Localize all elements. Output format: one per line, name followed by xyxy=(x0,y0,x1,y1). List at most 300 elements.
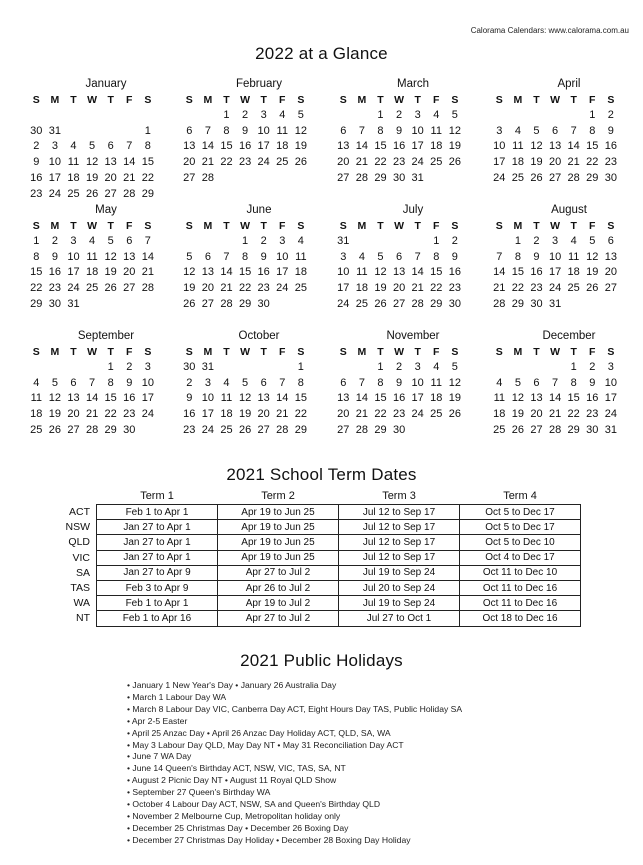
day-cell: 30 xyxy=(530,298,543,311)
weekday-header: T xyxy=(414,93,421,106)
day-cell: 3 xyxy=(260,108,267,121)
month-name: May xyxy=(95,204,117,216)
term-date-cell: Apr 19 to Jun 25 xyxy=(218,505,339,520)
term-date-cell: Jan 27 to Apr 9 xyxy=(97,565,218,580)
day-cell: 1 xyxy=(223,108,230,121)
day-cell: 18 xyxy=(85,266,99,279)
weekday-header: M xyxy=(513,345,523,358)
day-cell: 24 xyxy=(604,408,617,421)
day-cell: 15 xyxy=(238,266,252,279)
day-cell xyxy=(371,233,390,249)
day-cell: 7 xyxy=(144,234,151,247)
day-cell: 10 xyxy=(67,250,80,263)
weekday-header: F xyxy=(279,93,286,106)
term-date-cell: Jul 12 to Sep 17 xyxy=(339,535,460,550)
weekday-header: S xyxy=(144,219,152,232)
weekday-header: S xyxy=(185,93,193,106)
weekday-header: F xyxy=(279,219,286,232)
weekday-header: F xyxy=(589,345,596,358)
day-cell xyxy=(101,438,120,454)
day-cell: 10 xyxy=(493,140,506,153)
day-cell: 17 xyxy=(411,392,424,405)
day-cell xyxy=(101,312,120,328)
day-cell xyxy=(83,312,102,328)
day-cell: 30 xyxy=(586,424,599,437)
day-cell: 28 xyxy=(141,282,154,295)
day-cell xyxy=(408,312,427,328)
day-cell: 10 xyxy=(411,376,424,389)
day-cell xyxy=(527,438,546,454)
day-cell: 24 xyxy=(67,282,80,295)
day-cell: 6 xyxy=(107,140,114,153)
day-cell: 26 xyxy=(530,172,543,185)
day-cell: 17 xyxy=(67,266,80,279)
day-cell xyxy=(427,312,446,328)
day-cell: 9 xyxy=(33,156,40,169)
day-cell: 9 xyxy=(126,376,133,389)
weekday-header: S xyxy=(144,345,152,358)
day-cell: 2 xyxy=(607,108,614,121)
day-cell: 28 xyxy=(220,298,233,311)
day-cell: 16 xyxy=(257,266,270,279)
table-row xyxy=(58,565,581,580)
day-cell xyxy=(509,186,528,202)
day-cell xyxy=(353,359,372,375)
day-cell: 5 xyxy=(589,234,596,247)
day-cell: 1 xyxy=(297,360,304,373)
day-cell: 10 xyxy=(548,250,562,263)
day-cell: 25 xyxy=(30,424,43,437)
terms-header-row xyxy=(58,488,581,505)
day-cell: 8 xyxy=(144,140,151,153)
term-date-cell: Feb 3 to Apr 9 xyxy=(97,580,218,595)
term-header: Term 4 xyxy=(503,490,537,502)
day-cell: 21 xyxy=(567,156,580,169)
month-name: August xyxy=(551,204,587,216)
day-cell: 4 xyxy=(33,376,40,389)
weekday-header: W xyxy=(87,93,98,106)
day-cell xyxy=(509,438,528,454)
day-cell xyxy=(120,123,139,139)
day-cell: 8 xyxy=(433,250,440,263)
day-cell: 13 xyxy=(257,392,270,405)
day-cell: 23 xyxy=(392,156,406,169)
day-cell: 1 xyxy=(377,360,384,373)
day-cell: 24 xyxy=(201,424,215,437)
day-cell xyxy=(546,359,565,375)
day-cell xyxy=(139,296,158,312)
term-date-cell: Apr 27 to Jul 2 xyxy=(218,565,339,580)
day-cell: 21 xyxy=(123,172,136,185)
day-cell: 7 xyxy=(570,124,577,137)
day-cell: 24 xyxy=(493,172,506,185)
day-cell: 25 xyxy=(493,424,506,437)
weekday-header: S xyxy=(495,93,503,106)
day-cell: 1 xyxy=(570,360,577,373)
day-cell xyxy=(427,186,446,202)
day-cell xyxy=(490,312,509,328)
day-cell: 5 xyxy=(451,108,458,121)
month-block xyxy=(27,330,167,454)
day-cell: 29 xyxy=(374,172,387,185)
day-cell: 11 xyxy=(356,266,368,279)
day-cell: 1 xyxy=(377,108,384,121)
weekday-header: W xyxy=(87,219,98,232)
state-label: QLD xyxy=(68,536,90,549)
day-cell: 22 xyxy=(567,408,580,421)
day-cell: 9 xyxy=(186,392,193,405)
day-cell xyxy=(353,186,372,202)
day-cell: 3 xyxy=(340,250,347,263)
day-cell: 16 xyxy=(183,408,196,421)
day-cell: 18 xyxy=(294,266,307,279)
day-cell xyxy=(334,438,353,454)
day-cell xyxy=(292,170,311,186)
day-cell: 14 xyxy=(411,266,424,279)
month-block xyxy=(180,330,320,454)
weekday-header: S xyxy=(185,219,193,232)
month-block xyxy=(27,78,167,202)
day-cell: 26 xyxy=(511,424,525,437)
day-cell xyxy=(254,438,273,454)
day-cell: 4 xyxy=(70,140,77,153)
weekday-header: W xyxy=(240,93,251,106)
day-cell: 19 xyxy=(85,172,99,185)
day-cell: 13 xyxy=(201,266,215,279)
day-cell: 8 xyxy=(589,124,596,137)
day-cell: 4 xyxy=(89,234,96,247)
terms-title: 2021 School Term Dates xyxy=(226,465,417,484)
holiday-item: • December 27 Christmas Day Holiday • December 28 Boxing Day Holiday xyxy=(127,834,411,845)
day-cell: 16 xyxy=(123,392,136,405)
term-date-cell: Jul 12 to Sep 17 xyxy=(339,505,460,520)
day-cell: 28 xyxy=(355,172,369,185)
day-cell: 12 xyxy=(294,124,307,137)
day-cell: 20 xyxy=(104,172,117,185)
day-cell: 6 xyxy=(552,124,559,137)
day-cell xyxy=(527,186,546,202)
day-cell: 2 xyxy=(451,234,458,247)
weekday-header: T xyxy=(107,93,114,106)
day-cell: 8 xyxy=(223,124,230,137)
day-cell: 3 xyxy=(70,234,77,247)
day-cell xyxy=(408,422,427,438)
day-cell: 15 xyxy=(374,392,387,405)
day-cell xyxy=(83,438,102,454)
day-cell xyxy=(273,186,292,202)
day-cell: 7 xyxy=(358,376,365,389)
day-cell: 22 xyxy=(141,172,154,185)
day-cell: 19 xyxy=(374,282,387,295)
term-date-cell: Jul 27 to Oct 1 xyxy=(339,611,460,626)
day-cell: 17 xyxy=(257,140,270,153)
day-cell xyxy=(292,186,311,202)
day-cell: 3 xyxy=(414,360,421,373)
weekday-header: T xyxy=(533,219,540,232)
day-cell: 14 xyxy=(548,392,562,405)
day-cell: 6 xyxy=(340,124,347,137)
day-cell: 1 xyxy=(514,234,521,247)
weekday-header: S xyxy=(451,219,459,232)
day-cell xyxy=(490,359,509,375)
day-cell: 5 xyxy=(297,108,304,121)
day-cell xyxy=(273,438,292,454)
day-cell xyxy=(139,422,158,438)
day-cell: 10 xyxy=(411,124,424,137)
day-cell: 1 xyxy=(589,108,596,121)
day-cell: 5 xyxy=(89,140,96,153)
day-cell: 31 xyxy=(548,298,562,311)
day-cell: 26 xyxy=(374,298,387,311)
day-cell: 28 xyxy=(355,424,369,437)
day-cell: 26 xyxy=(48,424,62,437)
day-cell: 31 xyxy=(67,298,80,311)
day-cell: 26 xyxy=(85,187,99,200)
day-cell: 23 xyxy=(530,282,543,295)
day-cell xyxy=(602,296,621,312)
weekday-header: S xyxy=(451,345,459,358)
day-cell: 2 xyxy=(242,108,249,121)
day-cell xyxy=(101,123,120,139)
day-cell: 23 xyxy=(448,282,461,295)
day-cell: 28 xyxy=(548,424,562,437)
day-cell: 2 xyxy=(533,234,540,247)
day-cell xyxy=(199,438,218,454)
term-date-cell: Oct 11 to Dec 10 xyxy=(460,565,581,580)
day-cell: 27 xyxy=(337,424,350,437)
day-cell: 30 xyxy=(30,124,43,137)
weekday-header: M xyxy=(203,345,213,358)
day-cell: 18 xyxy=(430,392,443,405)
day-cell: 30 xyxy=(183,360,196,373)
weekday-header: T xyxy=(70,93,77,106)
day-cell: 11 xyxy=(512,140,524,153)
weekday-header: W xyxy=(394,93,405,106)
day-cell: 13 xyxy=(337,140,350,153)
day-cell: 6 xyxy=(533,376,540,389)
weekday-header: M xyxy=(513,219,523,232)
month-name: November xyxy=(386,330,440,342)
term-date-cell: Jan 27 to Apr 1 xyxy=(97,520,218,535)
day-cell: 17 xyxy=(548,266,562,279)
holiday-item: • August 2 Picnic Day NT • August 11 Royal QLD Show xyxy=(127,775,337,786)
day-cell: 1 xyxy=(33,234,40,247)
day-cell: 22 xyxy=(220,156,233,169)
day-cell: 9 xyxy=(589,376,596,389)
day-cell: 13 xyxy=(604,250,617,263)
weekday-header: S xyxy=(495,219,503,232)
day-cell: 12 xyxy=(448,124,461,137)
day-cell xyxy=(564,186,583,202)
day-cell: 12 xyxy=(530,140,543,153)
month-name: September xyxy=(77,330,135,342)
day-cell: 14 xyxy=(493,266,506,279)
day-cell: 27 xyxy=(337,172,350,185)
day-cell: 7 xyxy=(552,376,559,389)
weekday-header: W xyxy=(550,345,561,358)
day-cell: 12 xyxy=(85,156,99,169)
day-cell xyxy=(236,186,255,202)
day-cell: 11 xyxy=(220,392,233,405)
term-date-cell: Oct 5 to Dec 10 xyxy=(460,535,581,550)
term-date-cell: Jul 12 to Sep 17 xyxy=(339,550,460,565)
month-name: March xyxy=(397,78,429,90)
day-cell: 23 xyxy=(48,282,62,295)
day-cell: 10 xyxy=(257,124,270,137)
day-cell: 5 xyxy=(186,250,193,263)
day-cell: 8 xyxy=(297,376,304,389)
day-cell: 20 xyxy=(604,266,617,279)
day-cell: 15 xyxy=(567,392,580,405)
day-cell: 22 xyxy=(104,408,117,421)
day-cell: 26 xyxy=(448,408,461,421)
weekday-header: M xyxy=(513,93,523,106)
table-row xyxy=(58,535,581,550)
day-cell xyxy=(83,359,102,375)
day-cell: 17 xyxy=(48,172,62,185)
day-cell: 30 xyxy=(448,298,461,311)
state-label: ACT xyxy=(69,506,90,519)
day-cell: 7 xyxy=(358,124,365,137)
term-date-cell: Apr 19 to Jun 25 xyxy=(218,520,339,535)
day-cell: 20 xyxy=(123,266,136,279)
day-cell: 19 xyxy=(48,408,62,421)
day-cell: 25 xyxy=(85,282,99,295)
day-cell xyxy=(273,296,292,312)
day-cell: 23 xyxy=(257,282,270,295)
day-cell xyxy=(64,312,83,328)
month-block xyxy=(490,78,630,202)
page-title: 2022 at a Glance xyxy=(255,44,388,63)
day-cell: 6 xyxy=(204,250,211,263)
school-terms-table xyxy=(58,488,581,627)
day-cell: 8 xyxy=(377,376,384,389)
day-cell: 17 xyxy=(337,282,350,295)
day-cell: 19 xyxy=(511,408,525,421)
day-cell xyxy=(217,312,236,328)
weekday-header: T xyxy=(570,219,577,232)
holiday-item: • May 3 Labour Day QLD, May Day NT • May 31 Reconciliation Day ACT xyxy=(127,739,404,750)
table-row xyxy=(58,596,581,611)
weekday-header: W xyxy=(240,219,251,232)
day-cell xyxy=(236,438,255,454)
state-label: TAS xyxy=(70,582,90,595)
day-cell xyxy=(353,312,372,328)
day-cell: 27 xyxy=(104,187,117,200)
weekday-header: T xyxy=(107,345,114,358)
day-cell xyxy=(527,107,546,123)
day-cell: 12 xyxy=(511,392,525,405)
day-cell xyxy=(254,359,273,375)
day-cell: 7 xyxy=(414,250,421,263)
day-cell: 11 xyxy=(295,250,307,263)
day-cell: 17 xyxy=(604,392,617,405)
term-date-cell: Oct 11 to Dec 16 xyxy=(460,580,581,595)
day-cell: 5 xyxy=(514,376,521,389)
day-cell: 18 xyxy=(276,140,289,153)
day-cell: 17 xyxy=(141,392,154,405)
day-cell xyxy=(254,186,273,202)
month-name: June xyxy=(246,204,272,216)
day-cell: 27 xyxy=(530,424,543,437)
day-cell: 6 xyxy=(126,234,133,247)
day-cell xyxy=(273,170,292,186)
day-cell: 23 xyxy=(604,156,617,169)
day-cell xyxy=(46,438,65,454)
weekday-header: M xyxy=(357,219,367,232)
day-cell: 20 xyxy=(67,408,80,421)
credit-text: Calorama Calendars: www.calorama.com.au xyxy=(470,26,629,35)
term-date-cell: Jul 19 to Sep 24 xyxy=(339,565,460,580)
day-cell: 19 xyxy=(448,140,461,153)
weekday-header: W xyxy=(394,345,405,358)
holiday-item: • April 25 Anzac Day • April 26 Anzac Day Holiday ACT, QLD, SA, WA xyxy=(127,727,391,738)
day-cell: 6 xyxy=(607,234,614,247)
day-cell: 23 xyxy=(123,408,136,421)
day-cell: 19 xyxy=(183,282,196,295)
weekday-header: T xyxy=(570,345,577,358)
day-cell: 21 xyxy=(355,156,369,169)
day-cell xyxy=(546,107,565,123)
day-cell: 27 xyxy=(201,298,215,311)
weekday-header: W xyxy=(550,219,561,232)
term-date-cell: Apr 27 to Jul 2 xyxy=(218,611,339,626)
day-cell: 16 xyxy=(238,140,252,153)
weekday-header: S xyxy=(451,93,459,106)
day-cell xyxy=(83,107,102,123)
day-cell: 3 xyxy=(414,108,421,121)
day-cell: 5 xyxy=(377,250,384,263)
day-cell: 27 xyxy=(548,172,562,185)
day-cell: 4 xyxy=(433,360,440,373)
table-row xyxy=(58,505,581,520)
weekday-header: S xyxy=(297,219,305,232)
holiday-item: • June 14 Queen's Birthday ACT, NSW, VIC, TAS, SA, NT xyxy=(127,763,346,774)
weekday-header: S xyxy=(607,93,615,106)
day-cell: 29 xyxy=(586,172,599,185)
day-cell: 22 xyxy=(586,156,599,169)
day-cell: 20 xyxy=(183,156,196,169)
day-cell: 27 xyxy=(123,282,136,295)
day-cell: 15 xyxy=(104,392,117,405)
day-cell xyxy=(353,233,372,249)
state-label: SA xyxy=(75,566,90,579)
day-cell: 27 xyxy=(67,424,80,437)
day-cell: 8 xyxy=(33,250,40,263)
day-cell: 8 xyxy=(514,250,521,263)
day-cell xyxy=(236,312,255,328)
holiday-item: • March 8 Labour Day VIC, Canberra Day ACT, Eight Hours Day TAS, Public Holiday SA xyxy=(127,703,463,714)
header-spacer xyxy=(58,488,97,505)
day-cell: 16 xyxy=(48,266,62,279)
weekday-header: T xyxy=(223,345,230,358)
day-cell: 21 xyxy=(201,156,215,169)
day-cell xyxy=(527,312,546,328)
day-cell xyxy=(602,186,621,202)
weekday-header: M xyxy=(203,219,213,232)
day-cell: 20 xyxy=(530,408,543,421)
day-cell: 24 xyxy=(257,156,270,169)
month-name: July xyxy=(402,204,424,216)
weekday-header: T xyxy=(377,345,384,358)
day-cell: 26 xyxy=(586,282,599,295)
day-cell: 14 xyxy=(141,250,154,263)
day-cell: 16 xyxy=(586,392,599,405)
day-cell: 5 xyxy=(242,376,249,389)
weekday-header: S xyxy=(607,345,615,358)
holiday-item: • December 25 Christmas Day • December 26 Boxing Day xyxy=(127,822,349,833)
day-cell xyxy=(292,296,311,312)
